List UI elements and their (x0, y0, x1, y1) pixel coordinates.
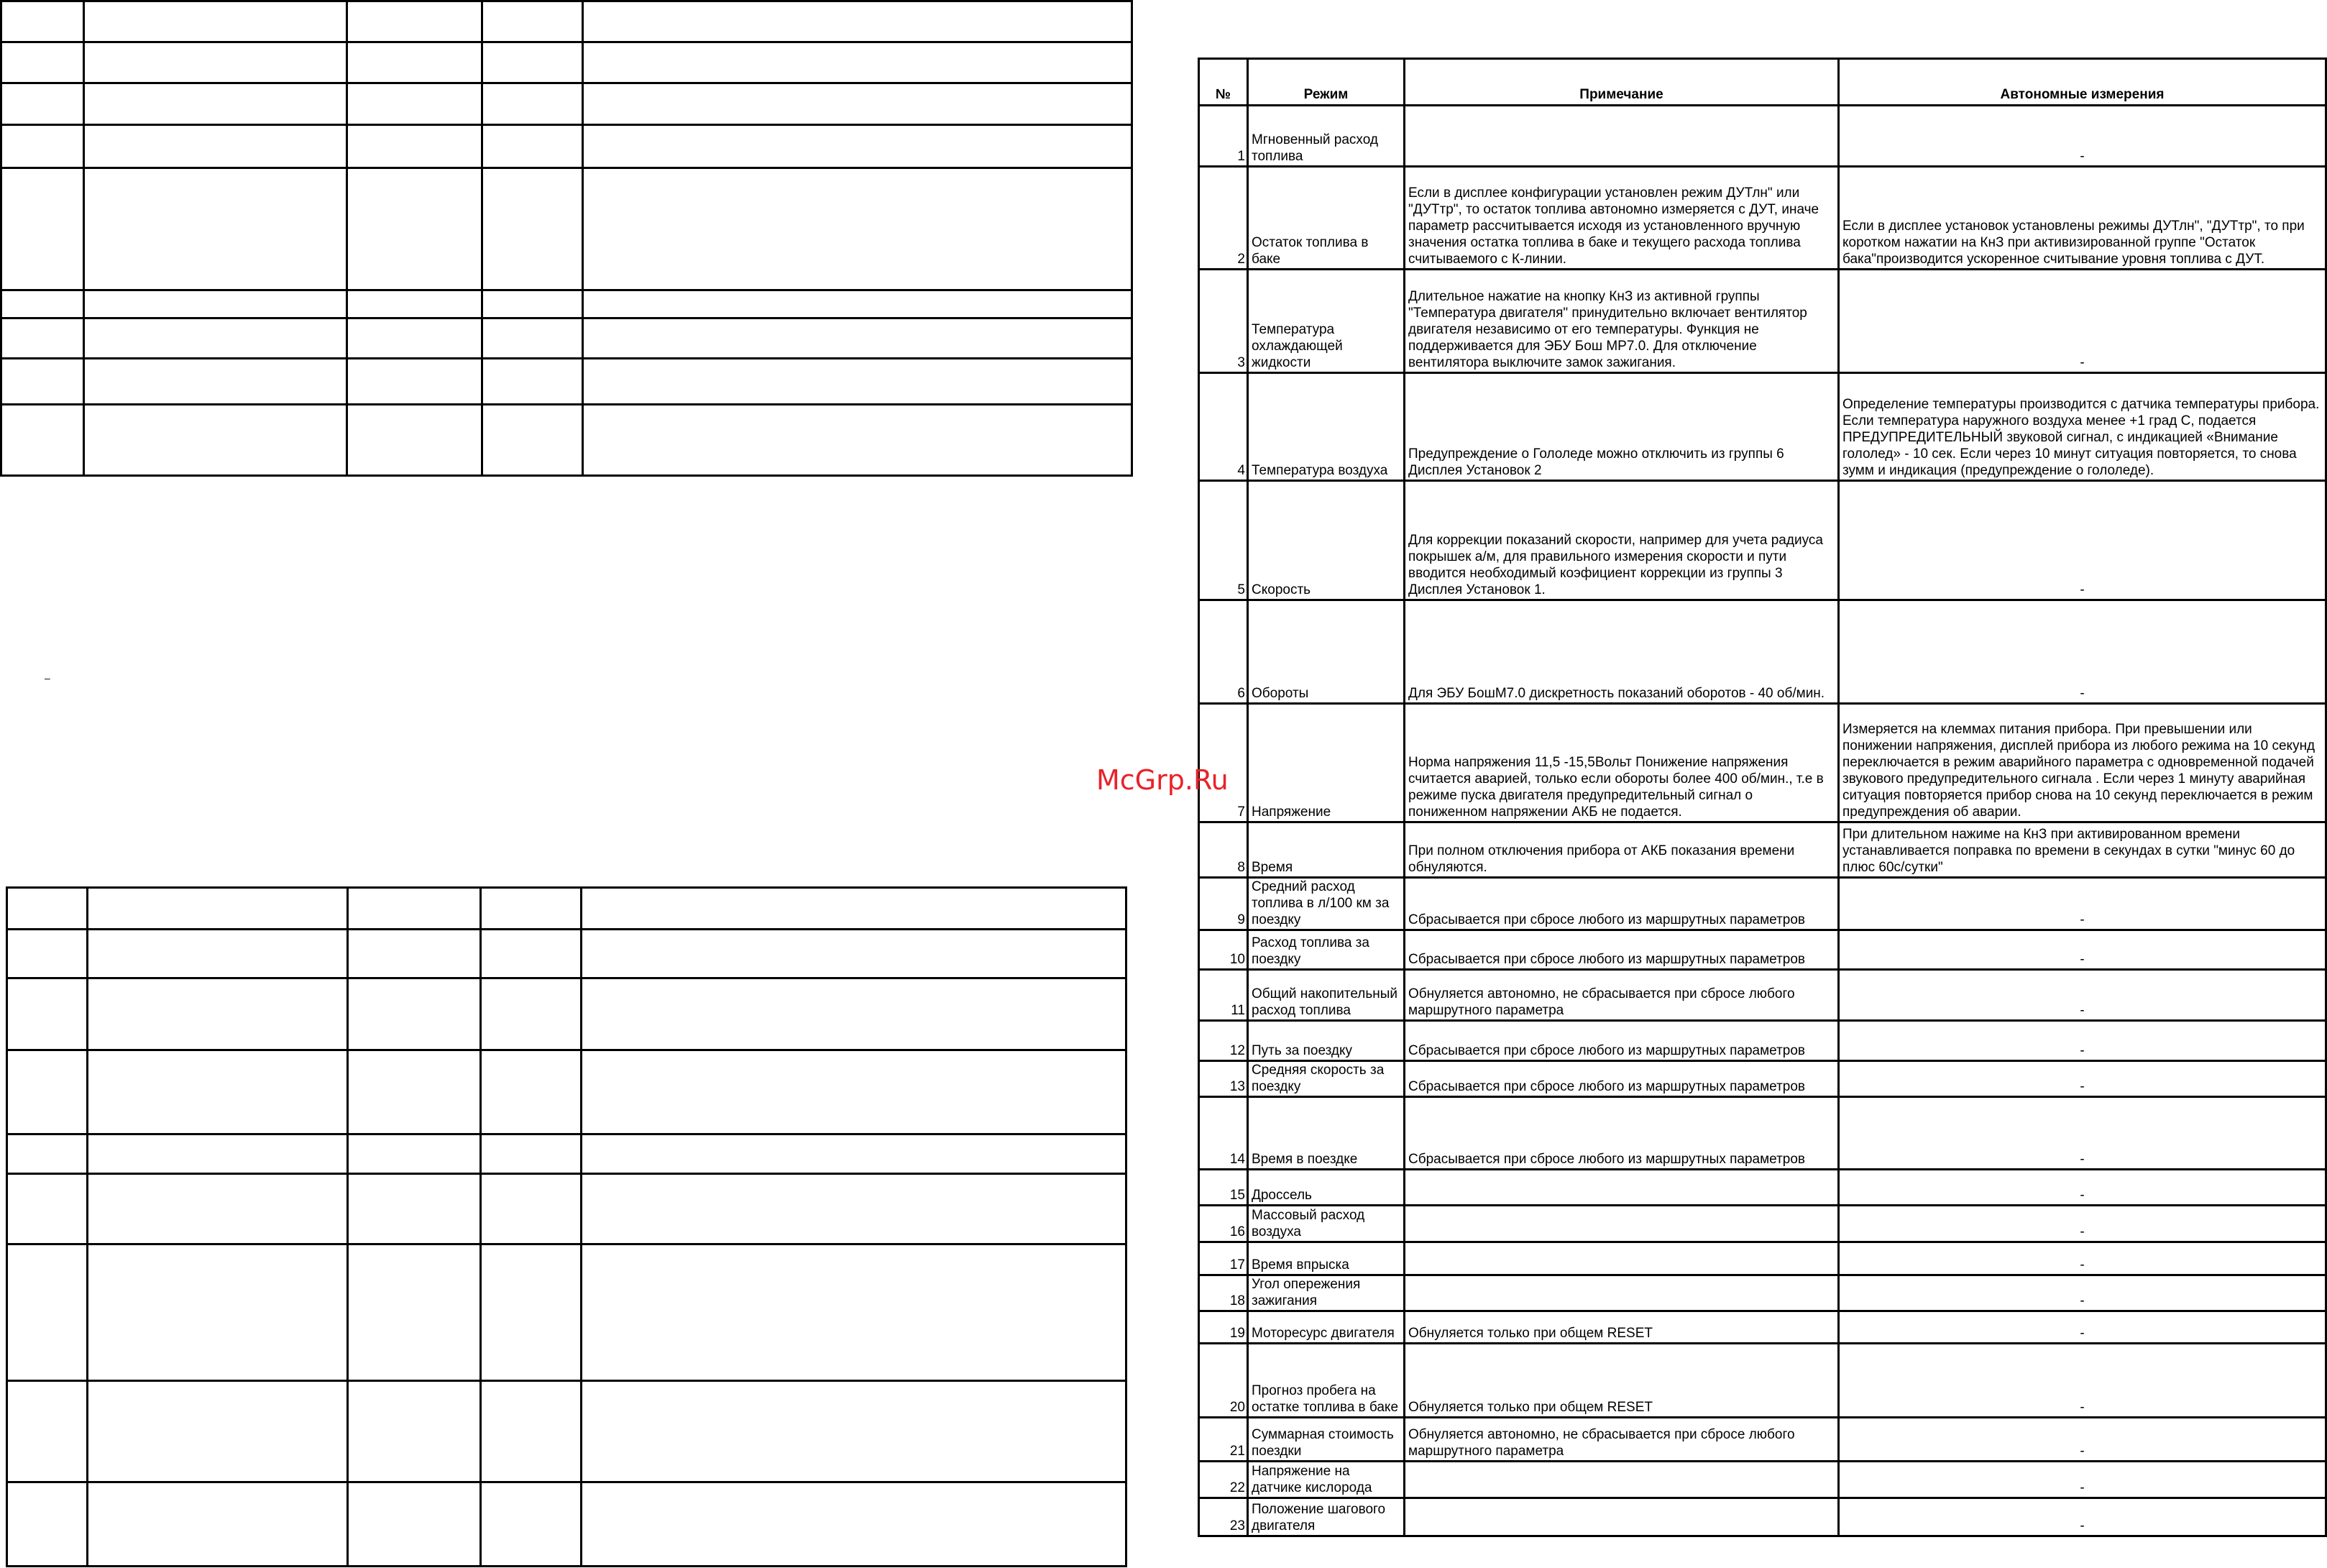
row-note: Обнуляется автономно, не сбрасывается при сбросе любого маршрутного параметра (1405, 1418, 1839, 1462)
row-mode: Напряжение на датчике кислорода (1248, 1462, 1405, 1498)
row-number: 6 (1199, 600, 1248, 704)
row-note (1405, 1498, 1839, 1536)
table-row (1199, 1061, 2326, 1097)
table-row (1199, 373, 2326, 481)
row-autonomous: - (1839, 1498, 2326, 1536)
row-note: Предупреждение о Гололеде можно отключить из группы 6 Дисплея Установок 2 (1405, 373, 1839, 481)
row-number: 21 (1199, 1418, 1248, 1462)
row-number: 9 (1199, 878, 1248, 930)
empty-table-top-left (0, 0, 1133, 477)
header-mode: Режим (1248, 59, 1405, 106)
row-mode: Время впрыска (1248, 1242, 1405, 1275)
row-autonomous: - (1839, 1170, 2326, 1206)
row-number: 14 (1199, 1097, 1248, 1170)
row-note: Длительное нажатие на кнопку КнЗ из активной группы "Температура двигателя" принудительно включает вентилятор двигателя независимо от его температуры. Функция не поддерживается для ЭБУ Бош МР7.0. Для отключение вентилятора выключите замок зажигания. (1405, 270, 1839, 373)
table-row (1199, 970, 2326, 1021)
empty-table-bottom-left (6, 886, 1127, 1567)
stray-mark: – (45, 672, 50, 684)
row-number: 20 (1199, 1344, 1248, 1418)
row-number: 15 (1199, 1170, 1248, 1206)
row-number: 4 (1199, 373, 1248, 481)
row-mode: Мгновенный расход топлива (1248, 106, 1405, 167)
table-row (1199, 600, 2326, 704)
row-number: 23 (1199, 1498, 1248, 1536)
row-note: Обнуляется автономно, не сбрасывается при сбросе любого маршрутного параметра (1405, 970, 1839, 1021)
table-row (1199, 481, 2326, 600)
row-mode: Путь за поездку (1248, 1021, 1405, 1061)
row-number: 13 (1199, 1061, 1248, 1097)
row-note: Обнуляется только при общем RESET (1405, 1344, 1839, 1418)
row-note: Обнуляется только при общем RESET (1405, 1311, 1839, 1344)
row-number: 2 (1199, 167, 1248, 270)
row-number: 17 (1199, 1242, 1248, 1275)
row-note (1405, 1170, 1839, 1206)
table-row (1199, 1344, 2326, 1418)
row-mode: Общий накопительный расход топлива (1248, 970, 1405, 1021)
row-number: 1 (1199, 106, 1248, 167)
row-autonomous: - (1839, 1021, 2326, 1061)
row-autonomous: - (1839, 1242, 2326, 1275)
table-row (1199, 1462, 2326, 1498)
row-note: Сбрасывается при сбросе любого из маршрутных параметров (1405, 878, 1839, 930)
header-number: № (1199, 59, 1248, 106)
row-note: Сбрасывается при сбросе любого из маршрутных параметров (1405, 1097, 1839, 1170)
row-note (1405, 1275, 1839, 1311)
row-autonomous: Измеряется на клеммах питания прибора. При превышении или понижении напряжения, дисплей прибора из любого режима на 10 секунд переключается в режим аварийного параметра с одновременной подачей звукового предупредительного сигнала . Если через 1 минуту аварийная ситуация повторяется прибор снова на 10 секунд переключается в режим предупреждения об аварии. (1839, 704, 2326, 822)
row-autonomous: - (1839, 106, 2326, 167)
row-mode: Расход топлива за поездку (1248, 930, 1405, 970)
row-number: 10 (1199, 930, 1248, 970)
row-note (1405, 1242, 1839, 1275)
row-mode: Обороты (1248, 600, 1405, 704)
table-row (1199, 1021, 2326, 1061)
row-note: Если в дисплее конфигурации установлен режим ДУТлн" или "ДУТтр", то остаток топлива автономно измеряется с ДУТ, иначе параметр рассчитывается исходя из установленного вручную значения остатка топлива в баке и текущего расхода топлива считываемого с К-линии. (1405, 167, 1839, 270)
row-autonomous: - (1839, 1462, 2326, 1498)
watermark: McGrp.Ru (1096, 764, 1229, 796)
row-note (1405, 1462, 1839, 1498)
row-number: 19 (1199, 1311, 1248, 1344)
row-autonomous: - (1839, 1418, 2326, 1462)
table-row (1199, 1418, 2326, 1462)
row-autonomous: - (1839, 970, 2326, 1021)
row-mode: Прогноз пробега на остатке топлива в баке (1248, 1344, 1405, 1418)
row-autonomous: - (1839, 1061, 2326, 1097)
row-mode: Моторесурс двигателя (1248, 1311, 1405, 1344)
row-number: 18 (1199, 1275, 1248, 1311)
row-mode: Угол опережения зажигания (1248, 1275, 1405, 1311)
table-header-row (1199, 59, 2326, 106)
table-row (1199, 270, 2326, 373)
table-row (1199, 704, 2326, 822)
table-row (1199, 1097, 2326, 1170)
table-row (1199, 878, 2326, 930)
row-autonomous: - (1839, 878, 2326, 930)
row-note: Норма напряжения 11,5 -15,5Вольт Понижение напряжения считается аварией, только если обороты более 400 об/мин., т.е в режиме пуска двигателя предупредительный сигнал о пониженном напряжении АКБ не подается. (1405, 704, 1839, 822)
row-autonomous: - (1839, 1311, 2326, 1344)
row-mode: Суммарная стоимость поездки (1248, 1418, 1405, 1462)
row-autonomous: - (1839, 1275, 2326, 1311)
table-row (1199, 167, 2326, 270)
row-autonomous: При длительном нажиме на КнЗ при активированном времени устанавливается поправка по времени в секундах в сутки "минус 60 до плюс 60с/сутки" (1839, 822, 2326, 878)
table-row (1199, 822, 2326, 878)
row-mode: Время (1248, 822, 1405, 878)
table-row (1199, 930, 2326, 970)
row-note: Для ЭБУ БошМ7.0 дискретность показаний оборотов - 40 об/мин. (1405, 600, 1839, 704)
row-number: 11 (1199, 970, 1248, 1021)
row-mode: Скорость (1248, 481, 1405, 600)
row-note: Сбрасывается при сбросе любого из маршрутных параметров (1405, 930, 1839, 970)
header-note: Примечание (1405, 59, 1839, 106)
row-number: 7 (1199, 704, 1248, 822)
row-number: 3 (1199, 270, 1248, 373)
row-number: 12 (1199, 1021, 1248, 1061)
row-note (1405, 106, 1839, 167)
row-mode: Дроссель (1248, 1170, 1405, 1206)
row-note: Сбрасывается при сбросе любого из маршрутных параметров (1405, 1061, 1839, 1097)
table-row (1199, 1242, 2326, 1275)
row-note: При полном отключения прибора от АКБ показания времени обнуляются. (1405, 822, 1839, 878)
row-mode: Время в поездке (1248, 1097, 1405, 1170)
row-autonomous: - (1839, 1344, 2326, 1418)
row-note: Сбрасывается при сбросе любого из маршрутных параметров (1405, 1021, 1839, 1061)
row-mode: Положение шагового двигателя (1248, 1498, 1405, 1536)
table-row (1199, 106, 2326, 167)
row-note: Для коррекции показаний скорости, например для учета радиуса покрышек а/м, для правильного измерения скорости и пути вводится необходимый коэфициент коррекции из группы 3 Дисплея Установок 1. (1405, 481, 1839, 600)
row-number: 22 (1199, 1462, 1248, 1498)
header-autonomous: Автономные измерения (1839, 59, 2326, 106)
row-mode: Средняя скорость за поездку (1248, 1061, 1405, 1097)
table-row (1199, 1170, 2326, 1206)
row-autonomous: - (1839, 481, 2326, 600)
row-mode: Остаток топлива в баке (1248, 167, 1405, 270)
modes-table (1198, 58, 2327, 1537)
row-number: 16 (1199, 1206, 1248, 1242)
row-autonomous: - (1839, 1097, 2326, 1170)
row-mode: Температура воздуха (1248, 373, 1405, 481)
row-mode: Средний расход топлива в л/100 км за поездку (1248, 878, 1405, 930)
row-mode: Температура охлаждающей жидкости (1248, 270, 1405, 373)
row-autonomous: Если в дисплее установок установлены режимы ДУТлн", "ДУТтр", то при коротком нажатии на КнЗ при активизированной группе "Остаток бака"производится ускоренное считывание уровня топлива с ДУТ. (1839, 167, 2326, 270)
row-number: 8 (1199, 822, 1248, 878)
row-autonomous: Определение температуры производится с датчика температуры прибора. Если температура наружного воздуха менее +1 град С, подается ПРЕДУПРЕДИТЕЛЬНЫЙ звуковой сигнал, с индикацией «Внимание гололед» - 10 сек. Если через 10 минут ситуация повторяется, то снова зумм и индикация (предупреждение о гололеде). (1839, 373, 2326, 481)
row-mode: Напряжение (1248, 704, 1405, 822)
row-note (1405, 1206, 1839, 1242)
row-autonomous: - (1839, 1206, 2326, 1242)
row-number: 5 (1199, 481, 1248, 600)
row-mode: Массовый расход воздуха (1248, 1206, 1405, 1242)
table-row (1199, 1206, 2326, 1242)
row-autonomous: - (1839, 930, 2326, 970)
table-row (1199, 1275, 2326, 1311)
table-row (1199, 1311, 2326, 1344)
row-autonomous: - (1839, 270, 2326, 373)
row-autonomous: - (1839, 600, 2326, 704)
table-row (1199, 1498, 2326, 1536)
